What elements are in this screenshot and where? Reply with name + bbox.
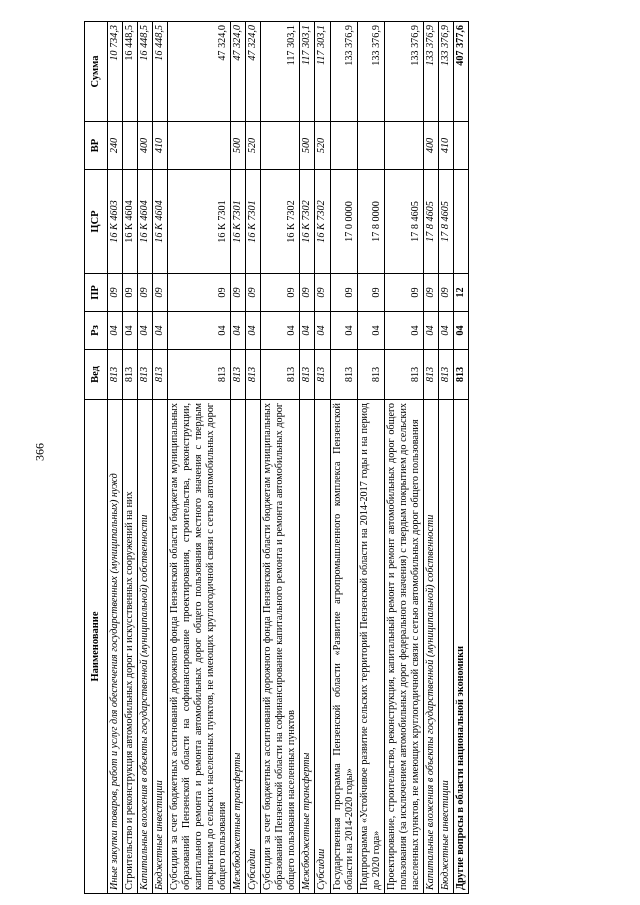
cell-vr bbox=[261, 122, 300, 170]
cell-sum: 16 448,5 bbox=[138, 22, 153, 122]
cell-csr: 16 К 7301 bbox=[231, 170, 246, 274]
cell-sum: 47 324,0 bbox=[231, 22, 246, 122]
cell-ved: 813 bbox=[138, 350, 153, 400]
cell-rz: 04 bbox=[168, 312, 231, 350]
cell-pr: 09 bbox=[168, 274, 231, 312]
cell-vr: 500 bbox=[231, 122, 246, 170]
cell-ved: 813 bbox=[315, 350, 330, 400]
table-row bbox=[384, 22, 423, 894]
cell-rz: 04 bbox=[261, 312, 300, 350]
cell-pr: 09 bbox=[300, 274, 315, 312]
cell-csr: 16 К 7301 bbox=[246, 170, 261, 274]
header-row bbox=[85, 22, 108, 894]
cell-ved: 813 bbox=[384, 350, 423, 400]
cell-sum: 133 376,9 bbox=[330, 22, 357, 122]
cell-vr bbox=[330, 122, 357, 170]
cell-name: Иные закупки товаров, работ и услуг для обеспечения государственных (муниципальных) нужд bbox=[108, 400, 123, 894]
cell-name: Капитальные вложения в объекты государственной (муниципальной) собственности bbox=[423, 400, 438, 894]
cell-sum: 133 376,9 bbox=[438, 22, 453, 122]
cell-name: Субсидии bbox=[246, 400, 261, 894]
table-row bbox=[231, 22, 246, 894]
cell-name: Субсидии bbox=[315, 400, 330, 894]
cell-rz: 04 bbox=[246, 312, 261, 350]
cell-pr: 09 bbox=[231, 274, 246, 312]
cell-name: Государственная программа Пензенской области «Развитие агропромышленного комплекса Пензенской области на 2014-2020 годы» bbox=[330, 400, 357, 894]
cell-csr bbox=[453, 170, 468, 274]
cell-pr: 09 bbox=[153, 274, 168, 312]
cell-pr: 09 bbox=[357, 274, 384, 312]
cell-rz: 04 bbox=[108, 312, 123, 350]
cell-sum: 117 303,1 bbox=[261, 22, 300, 122]
header-name: Наименование bbox=[85, 400, 108, 894]
cell-ved: 813 bbox=[168, 350, 231, 400]
cell-pr: 09 bbox=[384, 274, 423, 312]
cell-csr: 16 К 7302 bbox=[300, 170, 315, 274]
cell-rz: 04 bbox=[453, 312, 468, 350]
cell-pr: 09 bbox=[108, 274, 123, 312]
cell-rz: 04 bbox=[300, 312, 315, 350]
cell-name: Бюджетные инвестиции bbox=[438, 400, 453, 894]
cell-sum: 47 324,0 bbox=[168, 22, 231, 122]
cell-csr: 17 0 0000 bbox=[330, 170, 357, 274]
cell-ved: 813 bbox=[423, 350, 438, 400]
cell-ved: 813 bbox=[261, 350, 300, 400]
table-row bbox=[330, 22, 357, 894]
cell-vr: 520 bbox=[246, 122, 261, 170]
cell-ved: 813 bbox=[231, 350, 246, 400]
cell-vr bbox=[168, 122, 231, 170]
cell-name: Субсидии за счет бюджетных ассигнований дорожного фонда Пензенской области бюджетам муниципальных образований Пензенской области на софинансирование проектирования, строительства, реконструкции, капитального ремонта и ремонта автомобильных дорог общего пользования местного значения с твердым покрытием до сельских населенных пунктов, не имеющих круглогодичной связи с сетью автомобильных дорог общего пользования bbox=[168, 400, 231, 894]
cell-vr: 400 bbox=[138, 122, 153, 170]
cell-rz: 04 bbox=[357, 312, 384, 350]
table-row bbox=[123, 22, 138, 894]
cell-vr: 410 bbox=[153, 122, 168, 170]
cell-name: Бюджетные инвестиции bbox=[153, 400, 168, 894]
table-row bbox=[315, 22, 330, 894]
cell-csr: 16 К 4604 bbox=[153, 170, 168, 274]
cell-pr: 09 bbox=[438, 274, 453, 312]
cell-name: Другие вопросы в области национальной экономики bbox=[453, 400, 468, 894]
table-row bbox=[453, 22, 468, 894]
cell-sum: 10 734,3 bbox=[108, 22, 123, 122]
table-row bbox=[246, 22, 261, 894]
cell-vr: 500 bbox=[300, 122, 315, 170]
cell-rz: 04 bbox=[438, 312, 453, 350]
cell-csr: 16 К 4604 bbox=[123, 170, 138, 274]
table-row bbox=[168, 22, 231, 894]
header-ved: Вед bbox=[85, 350, 108, 400]
cell-csr: 16 К 7302 bbox=[261, 170, 300, 274]
table-row bbox=[300, 22, 315, 894]
cell-sum: 47 324,0 bbox=[246, 22, 261, 122]
cell-pr: 09 bbox=[330, 274, 357, 312]
cell-sum: 16 448,5 bbox=[123, 22, 138, 122]
cell-csr: 16 К 7301 bbox=[168, 170, 231, 274]
cell-vr bbox=[384, 122, 423, 170]
table-row bbox=[138, 22, 153, 894]
header-sum: Сумма bbox=[85, 22, 108, 122]
cell-ved: 813 bbox=[330, 350, 357, 400]
rotated-table-area bbox=[84, 22, 594, 894]
cell-vr: 240 bbox=[108, 122, 123, 170]
cell-rz: 04 bbox=[231, 312, 246, 350]
header-csr: ЦСР bbox=[85, 170, 108, 274]
header-rz: Рз bbox=[85, 312, 108, 350]
cell-ved: 813 bbox=[438, 350, 453, 400]
cell-ved: 813 bbox=[108, 350, 123, 400]
cell-csr: 16 К 4603 bbox=[108, 170, 123, 274]
cell-vr bbox=[123, 122, 138, 170]
cell-sum: 133 376,9 bbox=[384, 22, 423, 122]
table-row bbox=[438, 22, 453, 894]
cell-pr: 09 bbox=[138, 274, 153, 312]
cell-rz: 04 bbox=[315, 312, 330, 350]
cell-rz: 04 bbox=[423, 312, 438, 350]
cell-sum: 407 377,6 bbox=[453, 22, 468, 122]
cell-rz: 04 bbox=[138, 312, 153, 350]
cell-ved: 813 bbox=[123, 350, 138, 400]
header-pr: ПР bbox=[85, 274, 108, 312]
cell-csr: 17 8 4605 bbox=[423, 170, 438, 274]
cell-ved: 813 bbox=[300, 350, 315, 400]
cell-pr: 09 bbox=[123, 274, 138, 312]
cell-csr: 17 8 4605 bbox=[384, 170, 423, 274]
cell-pr: 09 bbox=[246, 274, 261, 312]
cell-sum: 133 376,9 bbox=[423, 22, 438, 122]
cell-name: Капитальные вложения в объекты государственной (муниципальной) собственности bbox=[138, 400, 153, 894]
cell-pr: 09 bbox=[261, 274, 300, 312]
cell-vr: 410 bbox=[438, 122, 453, 170]
cell-vr bbox=[357, 122, 384, 170]
cell-csr: 17 8 4605 bbox=[438, 170, 453, 274]
table-row bbox=[261, 22, 300, 894]
budget-table bbox=[84, 21, 469, 894]
cell-name: Межбюджетные трансферты bbox=[300, 400, 315, 894]
cell-sum: 117 303,1 bbox=[300, 22, 315, 122]
cell-pr: 09 bbox=[423, 274, 438, 312]
cell-csr: 16 К 4604 bbox=[138, 170, 153, 274]
cell-sum: 133 376,9 bbox=[357, 22, 384, 122]
cell-name: Межбюджетные трансферты bbox=[231, 400, 246, 894]
table-body bbox=[108, 22, 469, 894]
header-vr: ВР bbox=[85, 122, 108, 170]
cell-ved: 813 bbox=[246, 350, 261, 400]
cell-vr: 520 bbox=[315, 122, 330, 170]
cell-name: Проектирование, строительство, реконструкция, капитальный ремонт и ремонт автомобильных дорог общего пользования (за исключением автомобильных дорог федерального значения) с твердым покрытием до сельских населенных пунктов, не имеющих круглогодичной связи с сетью автомобильных дорог общего пользования bbox=[384, 400, 423, 894]
cell-vr bbox=[453, 122, 468, 170]
cell-name: Субсидии за счет бюджетных ассигнований дорожного фонда Пензенской области бюджетам муниципальных образований Пензенской области на софинансирование капитального ремонта и ремонта автомобильных дорог общего пользования населенных пунктов bbox=[261, 400, 300, 894]
cell-sum: 117 303,1 bbox=[315, 22, 330, 122]
table-row bbox=[423, 22, 438, 894]
cell-pr: 09 bbox=[315, 274, 330, 312]
cell-rz: 04 bbox=[153, 312, 168, 350]
cell-rz: 04 bbox=[123, 312, 138, 350]
cell-ved: 813 bbox=[453, 350, 468, 400]
cell-name: Строительство и реконструкция автомобильных дорог и искусственных сооружений на них bbox=[123, 400, 138, 894]
cell-sum: 16 448,5 bbox=[153, 22, 168, 122]
cell-name: Подпрограмма «Устойчивое развитие сельских территорий Пензенской области на 2014-2017 годы и на период до 2020 года» bbox=[357, 400, 384, 894]
cell-vr: 400 bbox=[423, 122, 438, 170]
cell-ved: 813 bbox=[357, 350, 384, 400]
cell-pr: 12 bbox=[453, 274, 468, 312]
cell-rz: 04 bbox=[384, 312, 423, 350]
table-row bbox=[153, 22, 168, 894]
cell-csr: 16 К 7302 bbox=[315, 170, 330, 274]
cell-csr: 17 8 0000 bbox=[357, 170, 384, 274]
table-row bbox=[108, 22, 123, 894]
table-row bbox=[357, 22, 384, 894]
cell-rz: 04 bbox=[330, 312, 357, 350]
page-number: 366 bbox=[32, 443, 47, 461]
cell-ved: 813 bbox=[153, 350, 168, 400]
